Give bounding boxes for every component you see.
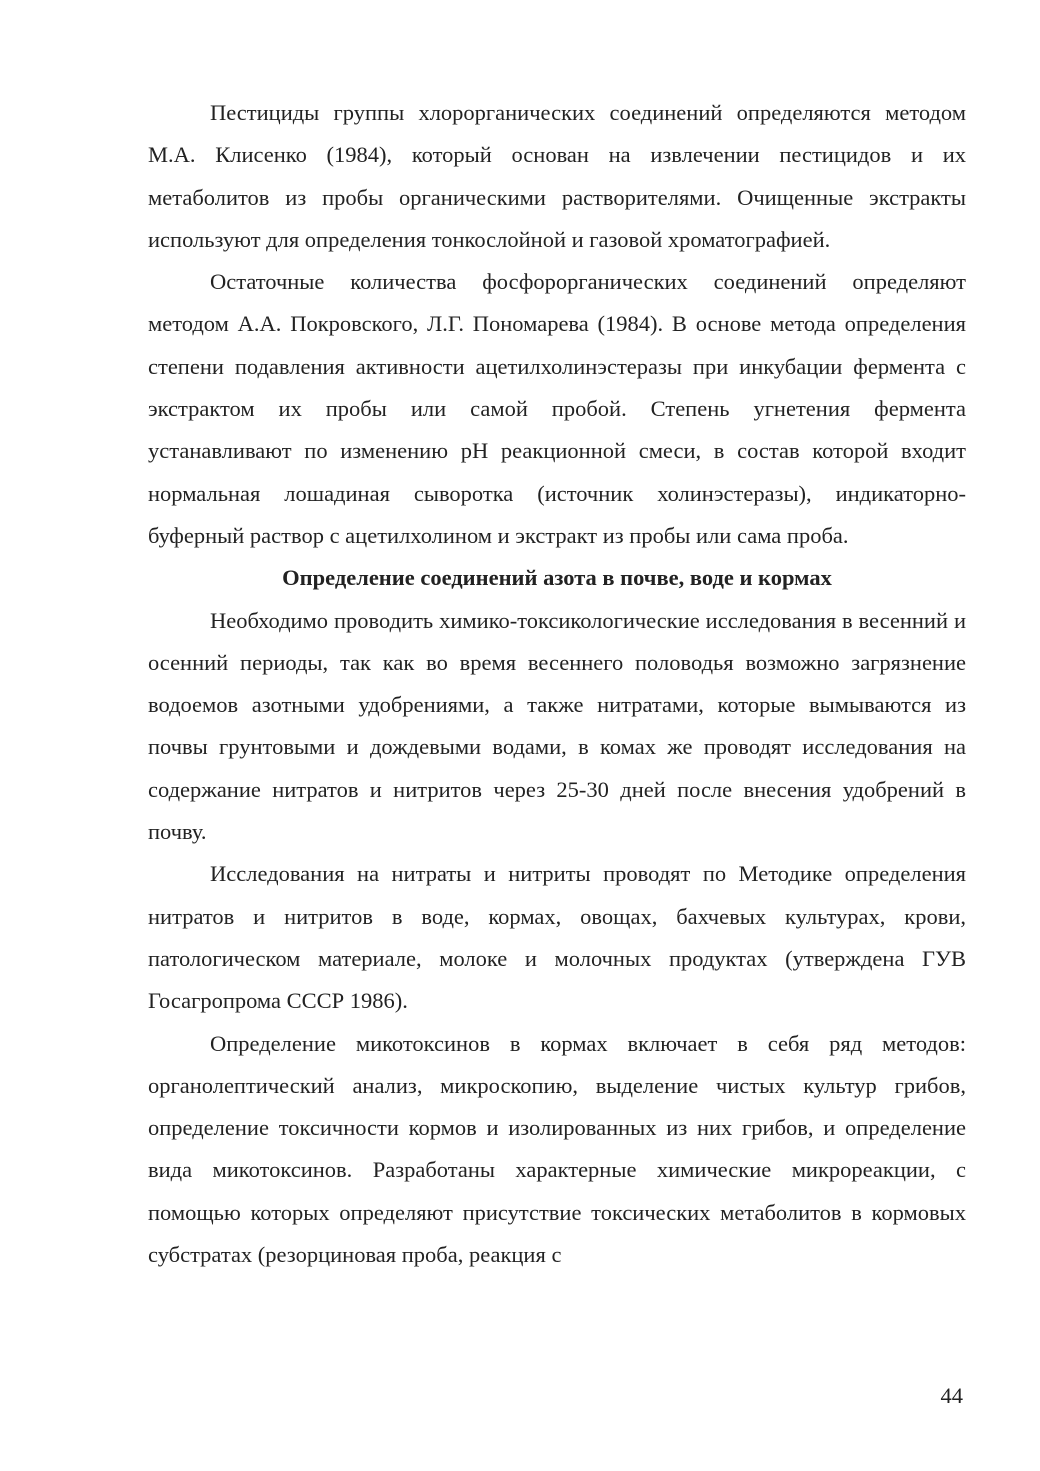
paragraph-organochlorine-pesticides: Пестициды группы хлорорганических соединений определяются методом М.А. Клисенко (1984), который основан на извлечении пестицидов и их метаболитов из пробы органическими растворителями. Очищенные экстракты используют для определения тонкослойной и газовой хроматографией. [148,100,966,252]
page-number: 44 [940,1383,963,1408]
paragraph-mycotoxins: Определение микотоксинов в кормах включает в себя ряд методов: органолептический анализ, микроскопию, выделение чистых культур грибов, определение токсичности кормов и изолированных из них грибов, и определение вида микотоксинов. Разработаны характерные химические микрореакции, с помощью которых определяют присутствие токсических метаболитов в кормовых субстратах (резорциновая проба, реакция с [148,1030,966,1268]
paragraph-seasonal-studies: Необходимо проводить химико-токсикологические исследования в весенний и осенний периоды, так как во время весеннего половодья возможно загрязнение водоемов азотными удобрениями, а также нитратами, которые вымываются из почвы грунтовыми и дождевыми водами, в комах же проводят исследования на содержание нитратов и нитритов через 25-30 дней после внесения удобрений в почву. [148,607,966,845]
paragraph-nitrate-nitrite-method: Исследования на нитраты и нитриты проводят по Методике определения нитратов и нитритов в воде, кормах, овощах, бахчевых культурах, крови, патологическом материале, молоке и молочных продуктах (утверждена ГУВ Госагропрома СССР 1986). [148,861,966,1014]
paragraph-organophosphorus-compounds: Остаточные количества фосфорорганических соединений определяют методом А.А. Покровского, Л.Г. Пономарева (1984). В основе метода определения степени подавления активности ацетилхолинэстеразы при инкубации фермента с экстрактом их пробы или самой пробой. Степень угнетения фермента устанавливают по изменению рН реакционной смеси, в состав которой входит нормальная лошадиная сыворотка (источник холинэстеразы), индикаторно-буферный раствор с ацетилхолином и экстракт из пробы или сама проба. [148,269,966,548]
section-heading-nitrogen-compounds: Определение соединений азота в почве, воде и кормах [282,565,832,591]
body-text [148,92,966,1276]
